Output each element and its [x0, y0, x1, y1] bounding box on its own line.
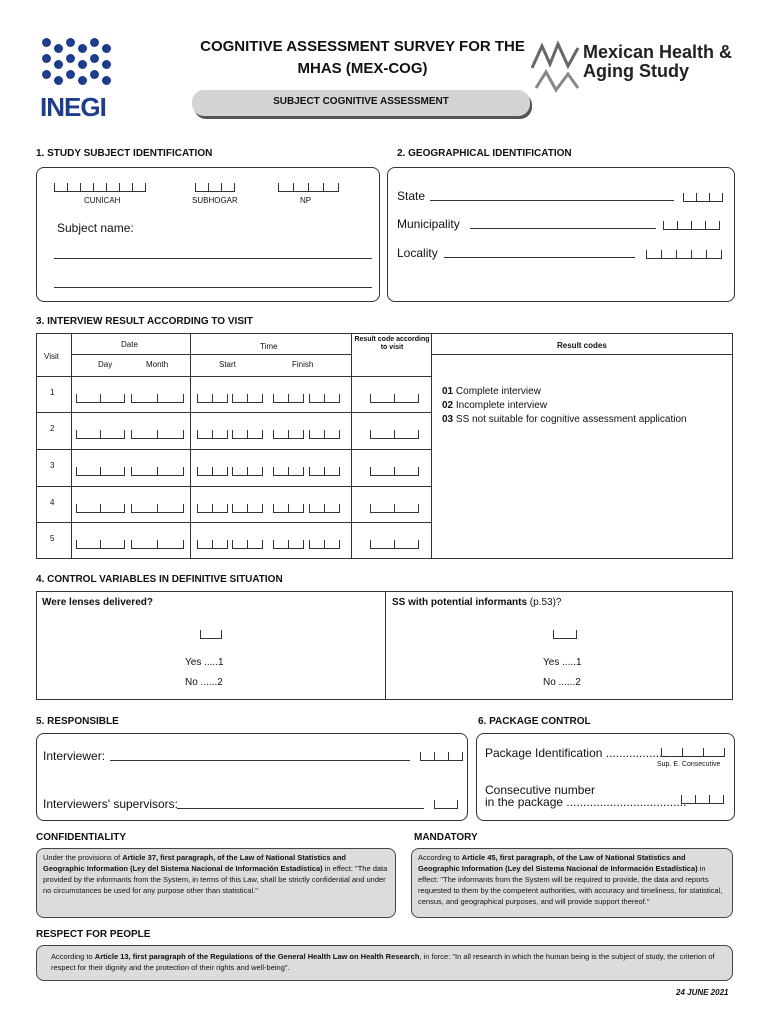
mhas-emblem-icon: [528, 38, 583, 96]
visit-day-cells[interactable]: [76, 504, 125, 513]
visit-finish-hour-cells[interactable]: [273, 540, 304, 549]
informants-yes: Yes .....1: [543, 657, 582, 668]
cunicah-label: CUNICAH: [84, 196, 121, 205]
mandatory-heading: MANDATORY: [414, 832, 478, 843]
visit-finish-hour-cells[interactable]: [273, 504, 304, 513]
visit-result-code-cells[interactable]: [370, 394, 419, 403]
respect-notice: According to Article 13, first paragraph of the Regulations of the General Health Law on Health Research, in force: "In all research in which the human being is the subject of study, the criterion of respect for their dignity and the protection of their rights and well-being".: [36, 945, 733, 981]
section1-heading: 1. STUDY SUBJECT IDENTIFICATION: [36, 148, 213, 159]
section4-heading: 4. CONTROL VARIABLES IN DEFINITIVE SITUATION: [36, 574, 283, 585]
col-finish: Finish: [292, 360, 314, 369]
section6-heading: 6. PACKAGE CONTROL: [478, 716, 591, 727]
visit-day-cells[interactable]: [76, 394, 125, 403]
geo-box: [387, 167, 735, 302]
visit-number: 4: [50, 498, 55, 507]
visit-number: 1: [50, 388, 55, 397]
visit-result-code-cells[interactable]: [370, 540, 419, 549]
package-id-label: Package Identification ..................: [485, 746, 666, 760]
visit-number: 2: [50, 424, 55, 433]
result-code-03: 03 SS not suitable for cognitive assessment application: [442, 414, 687, 425]
locality-cells[interactable]: [646, 250, 722, 259]
mandatory-notice: According to Article 45, first paragraph, of the Law of National Statistics and Geographic Information (Ley del Sistema Nacional de Información Estadística) in effect: "The informants from the System will be required to provide, the data and reports requested to them by the competent authorities, with accuracy and timeliness, for statistical, census, and geographical purposes, and will provide support thereof.": [411, 848, 733, 918]
respect-heading: RESPECT FOR PEOPLE: [36, 929, 151, 940]
section3-heading: 3. INTERVIEW RESULT ACCORDING TO VISIT: [36, 316, 253, 327]
package-id-cells[interactable]: [661, 748, 725, 757]
informants-question: SS with potential informants (p.53)?: [392, 597, 562, 608]
visit-start-hour-cells[interactable]: [197, 394, 228, 403]
package-sub-label: Sup. E. Consecutive: [657, 761, 721, 768]
col-start: Start: [219, 360, 236, 369]
visit-number: 3: [50, 461, 55, 470]
informants-cell[interactable]: [553, 630, 577, 639]
visit-start-min-cells[interactable]: [232, 540, 263, 549]
visit-result-code-cells[interactable]: [370, 430, 419, 439]
visit-finish-min-cells[interactable]: [309, 540, 340, 549]
subject-name-label: Subject name:: [57, 221, 134, 235]
municipality-label: Municipality: [397, 217, 460, 231]
page-title: COGNITIVE ASSESSMENT SURVEY FOR THE MHAS (MEX-COG): [200, 38, 525, 77]
visit-finish-hour-cells[interactable]: [273, 394, 304, 403]
consecutive-cells[interactable]: [681, 795, 724, 804]
col-result-code: Result code according to visit: [354, 336, 430, 351]
consecutive-label-1: Consecutive number: [485, 783, 596, 797]
visit-finish-min-cells[interactable]: [309, 394, 340, 403]
visit-finish-min-cells[interactable]: [309, 430, 340, 439]
section2-heading: 2. GEOGRAPHICAL IDENTIFICATION: [397, 148, 572, 159]
subtitle-pill: SUBJECT COGNITIVE ASSESSMENT: [192, 90, 530, 116]
municipality-cells[interactable]: [663, 221, 720, 230]
section5-heading: 5. RESPONSIBLE: [36, 716, 119, 727]
locality-label: Locality: [397, 246, 438, 260]
visit-month-cells[interactable]: [131, 504, 184, 513]
interviewer-cells[interactable]: [420, 752, 463, 761]
np-label: NP: [300, 196, 312, 205]
visit-day-cells[interactable]: [76, 467, 125, 476]
result-codes-list: [442, 385, 687, 427]
visit-start-hour-cells[interactable]: [197, 467, 228, 476]
state-cells[interactable]: [683, 193, 723, 202]
visit-finish-min-cells[interactable]: [309, 504, 340, 513]
informants-no: No ......2: [543, 677, 581, 688]
col-visit: Visit: [44, 352, 59, 361]
visits-table: [36, 333, 733, 559]
subject-name-line-1[interactable]: [54, 258, 372, 259]
visit-start-hour-cells[interactable]: [197, 504, 228, 513]
visit-month-cells[interactable]: [131, 540, 184, 549]
subhogar-label: SUBHOGAR: [192, 196, 238, 205]
visit-start-min-cells[interactable]: [232, 467, 263, 476]
visit-start-hour-cells[interactable]: [197, 430, 228, 439]
cunicah-cells[interactable]: [54, 183, 146, 192]
col-time: Time: [260, 342, 278, 351]
visit-month-cells[interactable]: [131, 430, 184, 439]
col-result-codes: Result codes: [557, 341, 607, 350]
confidentiality-heading: CONFIDENTIALITY: [36, 832, 126, 843]
supervisor-line[interactable]: [177, 808, 424, 809]
footer-date: 24 JUNE 2021: [676, 988, 729, 997]
visit-day-cells[interactable]: [76, 540, 125, 549]
state-label: State: [397, 189, 426, 203]
supervisor-label: Interviewers' supervisors:: [43, 797, 178, 811]
visit-start-hour-cells[interactable]: [197, 540, 228, 549]
confidentiality-notice: Under the provisions of Article 37, first paragraph, of the Law of National Statistics and Geographic Information (Ley del Sistema Nacional de Información Estadística) in effect: "The data provided by the informants from the System, in terms of this Law, shall be strictly confidential and under no circumstances be used for any purpose other than statistical.": [36, 848, 396, 918]
subject-name-line-2[interactable]: [54, 287, 372, 288]
visit-result-code-cells[interactable]: [370, 504, 419, 513]
state-line[interactable]: [430, 200, 674, 201]
interviewer-label: Interviewer:: [43, 749, 106, 763]
col-month: Month: [146, 360, 169, 369]
lenses-question: Were lenses delivered?: [42, 597, 153, 608]
lenses-cell[interactable]: [200, 630, 222, 639]
visit-result-code-cells[interactable]: [370, 467, 419, 476]
visit-finish-min-cells[interactable]: [309, 467, 340, 476]
col-date: Date: [121, 340, 138, 349]
visit-start-min-cells[interactable]: [232, 394, 263, 403]
interviewer-line[interactable]: [110, 760, 410, 761]
visit-day-cells[interactable]: [76, 430, 125, 439]
visit-finish-hour-cells[interactable]: [273, 467, 304, 476]
visit-finish-hour-cells[interactable]: [273, 430, 304, 439]
lenses-no: No ......2: [185, 677, 223, 688]
lenses-yes: Yes .....1: [185, 657, 224, 668]
locality-line[interactable]: [444, 257, 635, 258]
visit-month-cells[interactable]: [131, 394, 184, 403]
inegi-logo-text: INEGI: [40, 92, 106, 122]
mhas-logo: Mexican Health & Aging Study: [528, 38, 743, 98]
subhogar-cells[interactable]: [195, 183, 235, 192]
result-code-01: 01 Complete interview: [442, 386, 541, 397]
consecutive-label-2: in the package ....................................: [485, 795, 687, 809]
col-day: Day: [98, 360, 113, 369]
supervisor-cells[interactable]: [434, 800, 458, 809]
visit-start-min-cells[interactable]: [232, 430, 263, 439]
visit-month-cells[interactable]: [131, 467, 184, 476]
inegi-logo: [38, 36, 128, 126]
municipality-line[interactable]: [470, 228, 656, 229]
result-code-02: 02 Incomplete interview: [442, 400, 548, 411]
np-cells[interactable]: [278, 183, 339, 192]
visit-number: 5: [50, 534, 55, 543]
visit-start-min-cells[interactable]: [232, 504, 263, 513]
